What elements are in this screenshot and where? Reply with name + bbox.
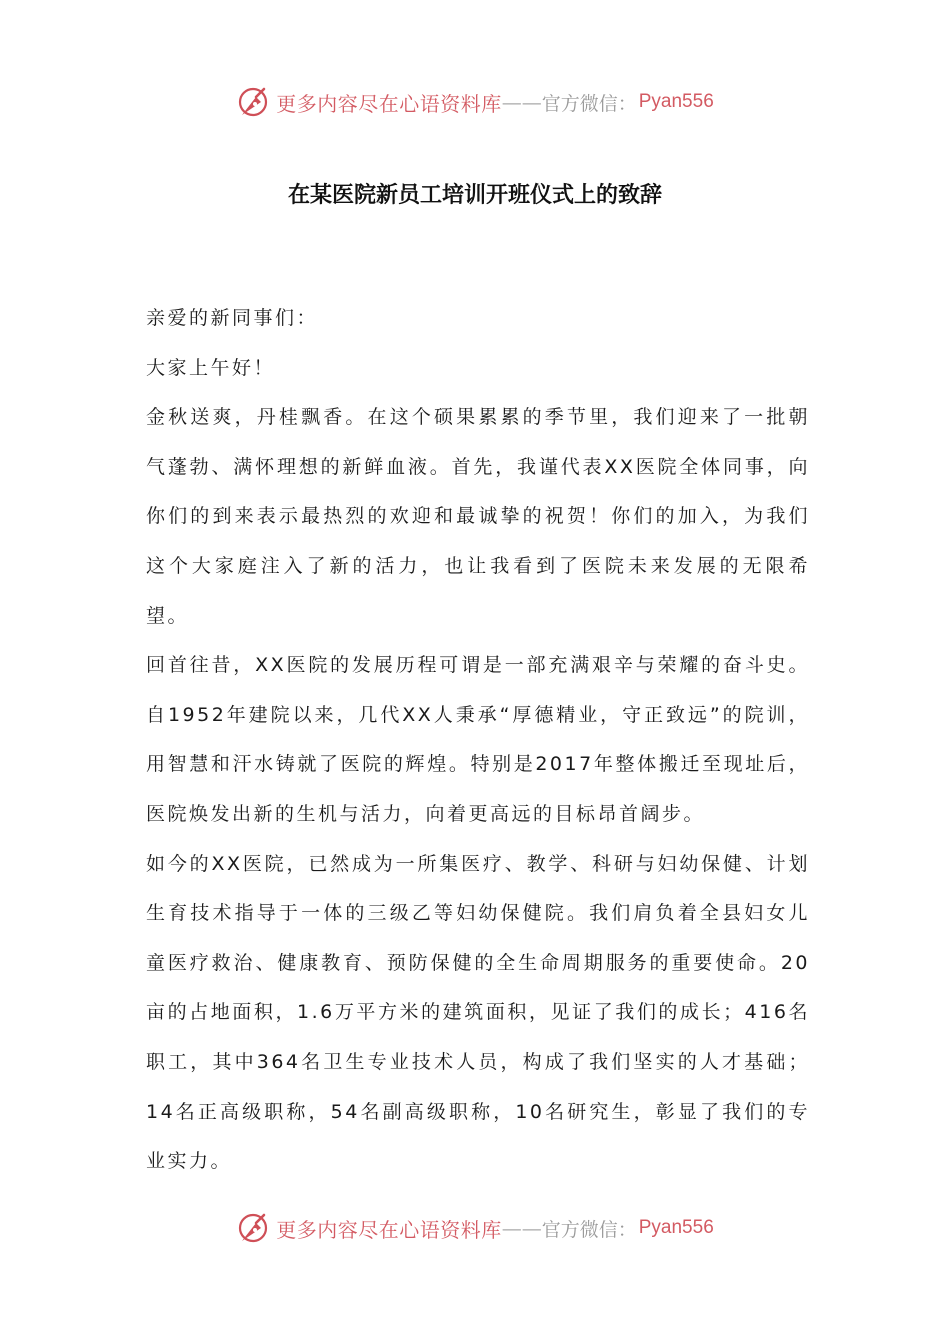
banner-separator: ——	[501, 1216, 542, 1240]
banner-wechat-id: Pyan556	[638, 91, 714, 112]
banner-wechat-label: 官方微信：	[541, 1218, 637, 1241]
header-banner	[0, 82, 950, 122]
banner-wechat-id: Pyan556	[638, 1217, 714, 1238]
paragraph-history: 回首往昔，XX医院的发展历程可谓是一部充满艰辛与荣耀的奋斗史。自1952年建院以来，几代XX人秉承“厚德精业，守正致远”的院训，用智慧和汗水铸就了医院的辉煌。特别是2017年整体搬迁至现址后，医院焕发出新的生机与活力，向着更高远的目标昂首阔步。	[146, 654, 810, 825]
paragraph-current-status: 如今的XX医院，已然成为一所集医疗、教学、科研与妇幼保健、计划生育技术指导于一体的三级乙等妇幼保健院。我们肩负着全县妇女儿童医疗救治、健康教育、预防保健的全生命周期服务的重要使命。20亩的占地面积，1.6万平方米的建筑面积，见证了我们的成长；416名职工，其中364名卫生专业技术人员，构成了我们坚实的人才基础；14名正高级职称，54名副高级职称，10名研究生，彰显了我们的专业实力。	[146, 852, 810, 1173]
banner-brand-text: 更多内容尽在心语资料库	[276, 1217, 502, 1242]
pen-nib-logo-icon	[236, 85, 270, 119]
banner-wechat-label: 官方微信：	[541, 92, 637, 115]
banner-separator: ——	[501, 90, 542, 114]
banner-brand-text: 更多内容尽在心语资料库	[276, 91, 502, 116]
pen-nib-logo-icon	[236, 1211, 270, 1245]
paragraph-welcome: 金秋送爽，丹桂飘香。在这个硕果累累的季节里，我们迎来了一批朝气蓬勃、满怀理想的新鲜血液。首先，我谨代表XX医院全体同事，向你们的到来表示最热烈的欢迎和最诚挚的祝贺！你们的加入，为我们这个大家庭注入了新的活力，也让我看到了医院未来发展的无限希望。	[146, 406, 810, 627]
document-title: 在某医院新员工培训开班仪式上的致辞	[287, 183, 662, 208]
footer-banner	[0, 1208, 950, 1248]
greeting: 大家上午好！	[146, 356, 276, 379]
document-body	[146, 294, 810, 1187]
salutation: 亲爱的新同事们：	[146, 307, 319, 329]
